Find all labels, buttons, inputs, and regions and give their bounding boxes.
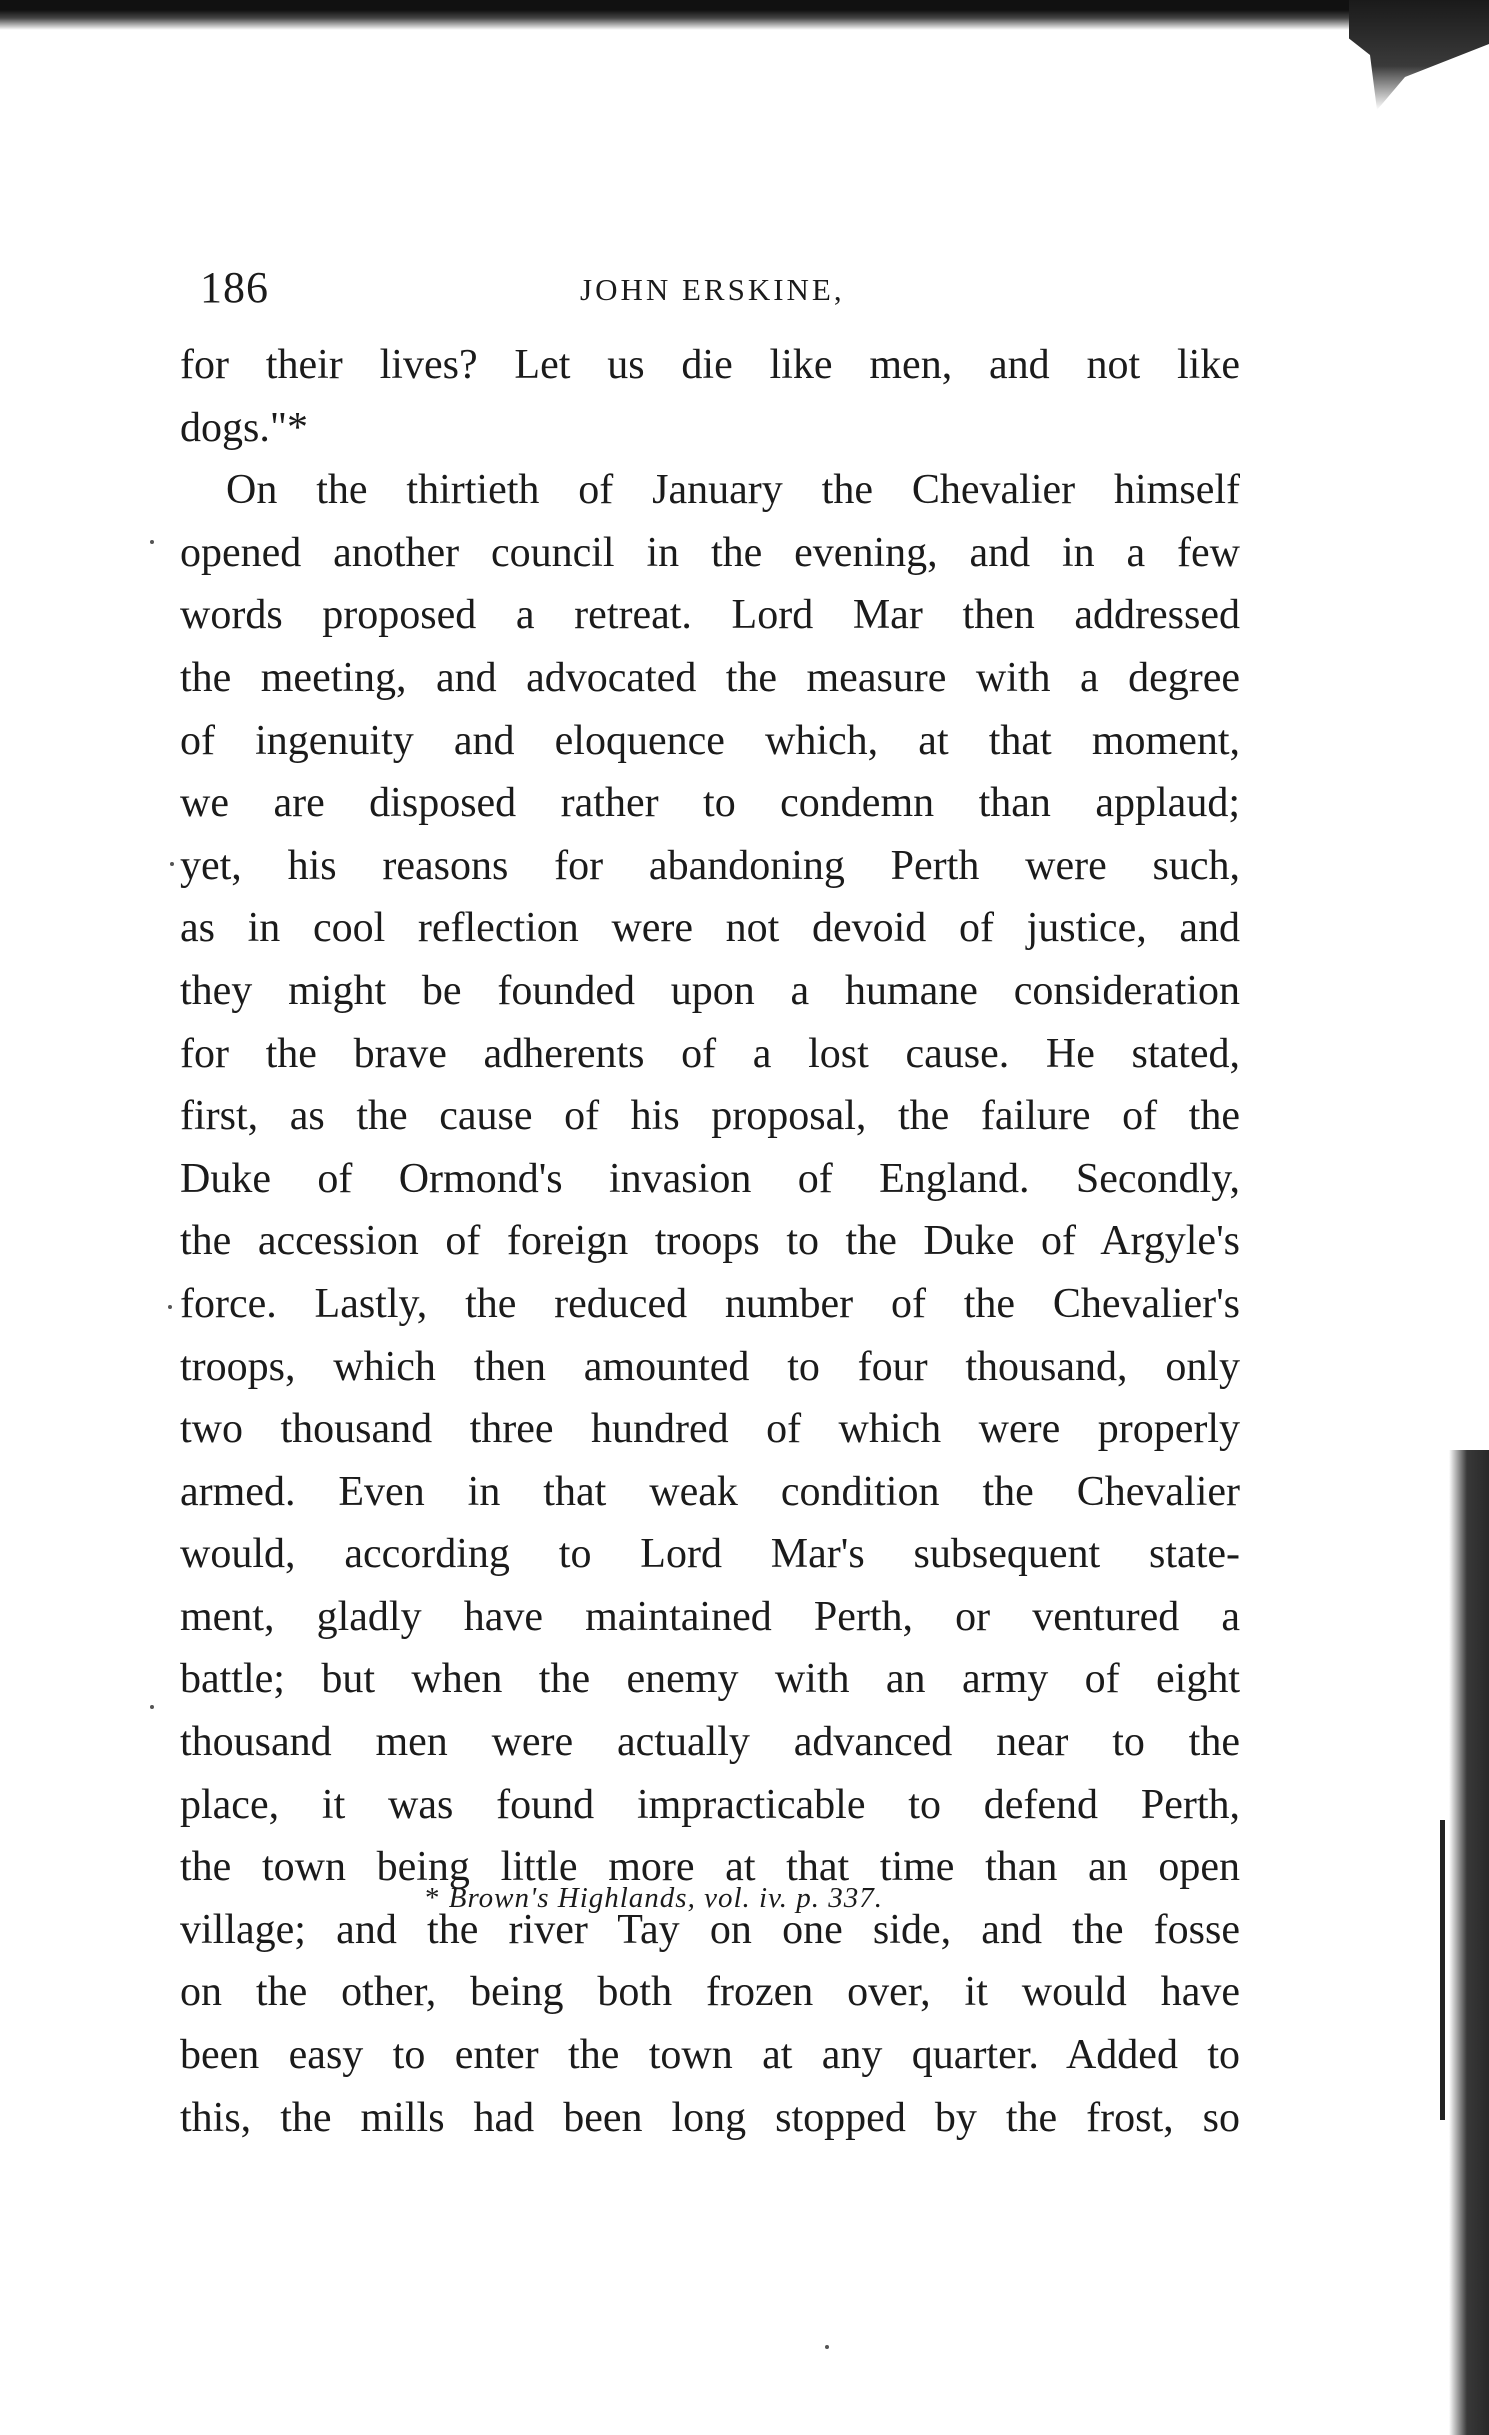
text-line: for their lives? Let us die like men, and not like — [180, 342, 1240, 388]
text-line: we are disposed rather to condemn than applaud; — [180, 780, 1240, 827]
scan-speck — [825, 2345, 829, 2349]
text-line: for the brave adherents of a lost cause. He stated, — [180, 1030, 1240, 1077]
text-line: two thousand three hundred of which were properly — [180, 1406, 1240, 1453]
text-line: dogs."* — [180, 404, 308, 451]
scan-speck — [170, 862, 174, 866]
footnote-text: Brown's Highlands, vol. iv. p. 337. — [448, 1882, 884, 1914]
text-line: they might be founded upon a humane consideration — [180, 967, 1240, 1014]
text-line: On the thirtieth of January the Chevalier himself — [226, 467, 1240, 514]
text-line: armed. Even in that weak condition the Chevalier — [180, 1468, 1240, 1515]
footnote — [425, 1882, 883, 1915]
text-line: village; and the river Tay on one side, and the fosse — [180, 1906, 1240, 1953]
scan-binding-mark — [1440, 1820, 1445, 2120]
scan-speck — [150, 1705, 154, 1709]
text-line: place, it was found impracticable to defend Perth, — [180, 1781, 1240, 1828]
text-line: the accession of foreign troops to the Duke of Argyle's — [180, 1218, 1240, 1265]
text-line: battle; but when the enemy with an army of eight — [180, 1656, 1240, 1703]
book-page — [180, 262, 1240, 2149]
text-line: been easy to enter the town at any quarter. Added to — [180, 2032, 1240, 2079]
text-line: yet, his reasons for abandoning Perth were such, — [180, 842, 1240, 889]
scan-top-edge — [0, 0, 1489, 30]
text-line: Duke of Ormond's invasion of England. Secondly, — [180, 1155, 1240, 1202]
text-line: this, the mills had been long stopped by the frost, so — [180, 2094, 1240, 2141]
running-title: JOHN ERSKINE, — [580, 272, 845, 307]
text-line: thousand men were actually advanced near to the — [180, 1719, 1240, 1766]
text-line: the meeting, and advocated the measure with a degree — [180, 654, 1240, 701]
scan-speck — [168, 1305, 172, 1309]
text-line: as in cool reflection were not devoid of justice, and — [180, 905, 1240, 952]
text-line: words proposed a retreat. Lord Mar then addressed — [180, 592, 1240, 639]
scan-corner-shadow — [1349, 0, 1489, 110]
text-line: troops, which then amounted to four thousand, only — [180, 1343, 1240, 1390]
running-head — [180, 262, 1240, 324]
text-line: ment, gladly have maintained Perth, or ventured a — [180, 1593, 1240, 1640]
page-number: 186 — [200, 263, 269, 312]
footnote-marker: * — [425, 1882, 441, 1914]
text-line: opened another council in the evening, and in a few — [180, 529, 1240, 576]
text-line: of ingenuity and eloquence which, at that moment, — [180, 717, 1240, 764]
text-line: would, according to Lord Mar's subsequent state- — [180, 1531, 1240, 1578]
text-line: on the other, being both frozen over, it would have — [180, 1969, 1240, 2016]
body-text — [180, 334, 1240, 2149]
text-line: force. Lastly, the reduced number of the Chevalier's — [180, 1280, 1240, 1327]
scan-speck — [150, 540, 154, 544]
scan-binding-edge — [1449, 1450, 1489, 2435]
text-line: first, as the cause of his proposal, the failure of the — [180, 1093, 1240, 1140]
text-line: the town being little more at that time than an open — [180, 1844, 1240, 1891]
